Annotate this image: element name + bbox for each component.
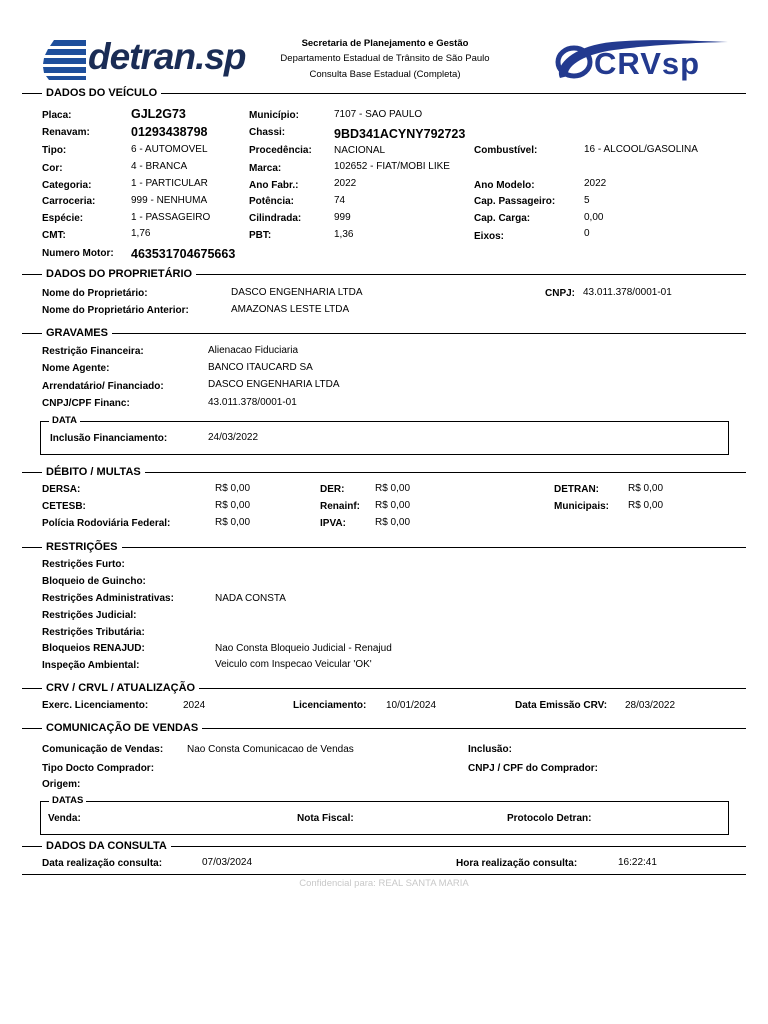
combustivel-label: Combustível:	[474, 145, 538, 156]
bottom-rule	[22, 874, 746, 875]
dersa-label: DERSA:	[42, 484, 81, 495]
section-proprietario	[22, 268, 746, 282]
detran-value: R$ 0,00	[628, 483, 664, 494]
section-title: DÉBITO / MULTAS	[42, 466, 145, 479]
data-consulta-value: 07/03/2024	[202, 857, 253, 868]
exerc-value: 2024	[183, 700, 206, 711]
restricao-value: Alienacao Fiduciaria	[208, 345, 299, 356]
tipo-value: 6 - AUTOMOVEL	[131, 144, 208, 155]
agente-value: BANCO ITAUCARD SA	[208, 362, 313, 373]
anterior-value: AMAZONAS LESTE LTDA	[231, 304, 350, 315]
section-restricoes	[22, 541, 746, 555]
motor-label: Numero Motor:	[42, 248, 114, 259]
proprietario-value: DASCO ENGENHARIA LTDA	[231, 287, 363, 298]
guincho-label: Bloqueio de Guincho:	[42, 576, 146, 587]
anomodelo-label: Ano Modelo:	[474, 180, 535, 191]
cilindrada-value: 999	[334, 212, 351, 223]
chassi-label: Chassi:	[249, 127, 286, 138]
tipo-docto-label: Tipo Docto Comprador:	[42, 763, 155, 774]
renavam-value: 01293438798	[131, 125, 208, 139]
anterior-label: Nome do Proprietário Anterior:	[42, 305, 189, 316]
eixos-value: 0	[584, 228, 590, 239]
nf-label: Nota Fiscal:	[297, 813, 354, 824]
box-title: DATA	[49, 415, 80, 427]
detran-label: DETRAN:	[554, 484, 599, 495]
section-title: GRAVAMES	[42, 327, 112, 340]
capcarga-value: 0,00	[584, 212, 604, 223]
cmt-label: CMT:	[42, 230, 66, 241]
admin-label: Restrições Administrativas:	[42, 593, 174, 604]
datas-box	[40, 795, 729, 835]
confidencial-footer: Confidencial para: REAL SANTA MARIA	[299, 878, 469, 889]
placa-value: GJL2G73	[131, 107, 186, 121]
section-title: CRV / CRVL / ATUALIZAÇÃO	[42, 682, 199, 695]
pbt-value: 1,36	[334, 229, 354, 240]
arrendatario-value: DASCO ENGENHARIA LTDA	[208, 379, 340, 390]
procedencia-value: NACIONAL	[334, 145, 386, 156]
comunicacao-value: Nao Consta Comunicacao de Vendas	[187, 744, 354, 755]
crv-logo-text: CRVsp	[594, 46, 701, 81]
anofab-label: Ano Fabr.:	[249, 180, 299, 191]
pbt-label: PBT:	[249, 230, 272, 241]
arrendatario-label: Arrendatário/ Financiado:	[42, 381, 164, 392]
lic-label: Licenciamento:	[293, 700, 367, 711]
der-value: R$ 0,00	[375, 483, 411, 494]
prf-value: R$ 0,00	[215, 517, 251, 528]
inspecao-label: Inspeção Ambiental:	[42, 660, 140, 671]
der-label: DER:	[320, 484, 345, 495]
emissao-value: 28/03/2022	[625, 700, 676, 711]
restricao-label: Restrição Financeira:	[42, 346, 144, 357]
hora-consulta-value: 16:22:41	[618, 857, 657, 868]
detran-stripes-icon	[40, 38, 90, 82]
emissao-label: Data Emissão CRV:	[515, 700, 608, 711]
categoria-label: Categoria:	[42, 180, 92, 191]
renajud-value: Nao Consta Bloqueio Judicial - Renajud	[215, 643, 392, 654]
renainf-label: Renainf:	[320, 501, 360, 512]
inclusao-label: Inclusão Financiamento:	[50, 433, 168, 444]
potencia-label: Potência:	[249, 196, 295, 207]
ipva-label: IPVA:	[320, 518, 346, 529]
section-title: RESTRIÇÕES	[42, 541, 122, 554]
marca-label: Marca:	[249, 163, 282, 174]
cnpj-financ-value: 43.011.378/0001-01	[208, 397, 297, 408]
agente-label: Nome Agente:	[42, 363, 110, 374]
cnpj-financ-label: CNPJ/CPF Financ:	[42, 398, 130, 409]
eixos-label: Eixos:	[474, 231, 505, 242]
furto-label: Restrições Furto:	[42, 559, 125, 570]
municipio-label: Município:	[249, 110, 299, 121]
renainf-value: R$ 0,00	[375, 500, 411, 511]
section-gravames	[22, 327, 746, 341]
exerc-label: Exerc. Licenciamento:	[42, 700, 149, 711]
tributaria-label: Restrições Tributária:	[42, 627, 145, 638]
procedencia-label: Procedência:	[249, 145, 312, 156]
section-title: DADOS DO VEÍCULO	[42, 87, 161, 100]
vendas-inclusao-label: Inclusão:	[468, 744, 512, 755]
municipais-label: Municipais:	[554, 501, 610, 512]
categoria-value: 1 - PARTICULAR	[131, 178, 208, 189]
cnpj-label: CNPJ:	[545, 288, 576, 299]
cetesb-label: CETESB:	[42, 501, 86, 512]
chassi-value: 9BD341ACYNY792723	[334, 127, 466, 141]
header-line-1: Secretaria de Planejamento e Gestão	[301, 38, 469, 49]
renavam-label: Renavam:	[42, 127, 90, 138]
tipo-label: Tipo:	[42, 145, 67, 156]
cappass-value: 5	[584, 195, 590, 206]
dersa-value: R$ 0,00	[215, 483, 251, 494]
especie-value: 1 - PASSAGEIRO	[131, 212, 211, 223]
inclusao-value: 24/03/2022	[208, 432, 259, 443]
cnpj-value: 43.011.378/0001-01	[583, 287, 672, 298]
renajud-label: Bloqueios RENAJUD:	[42, 643, 145, 654]
cilindrada-label: Cilindrada:	[249, 213, 302, 224]
hora-consulta-label: Hora realização consulta:	[456, 858, 578, 869]
cor-label: Cor:	[42, 163, 63, 174]
judicial-label: Restrições Judicial:	[42, 610, 137, 621]
municipio-value: 7107 - SAO PAULO	[334, 109, 423, 120]
cor-value: 4 - BRANCA	[131, 161, 188, 172]
protocolo-label: Protocolo Detran:	[507, 813, 592, 824]
header-line-2: Departamento Estadual de Trânsito de São Paulo	[280, 53, 490, 64]
detran-logo	[40, 36, 246, 84]
cnpj-comprador-label: CNPJ / CPF do Comprador:	[468, 763, 599, 774]
combustivel-value: 16 - ALCOOL/GASOLINA	[584, 144, 698, 155]
comunicacao-label: Comunicação de Vendas:	[42, 744, 164, 755]
anofab-value: 2022	[334, 178, 357, 189]
placa-label: Placa:	[42, 110, 72, 121]
prf-label: Polícia Rodoviária Federal:	[42, 518, 171, 529]
motor-value: 463531704675663	[131, 247, 236, 261]
detran-logo-text: detran.sp	[88, 36, 246, 77]
capcarga-label: Cap. Carga:	[474, 213, 531, 224]
potencia-value: 74	[334, 195, 346, 206]
box-title: DATAS	[49, 795, 86, 807]
cmt-value: 1,76	[131, 228, 151, 239]
section-title: DADOS DA CONSULTA	[42, 840, 171, 853]
cappass-label: Cap. Passageiro:	[474, 196, 556, 207]
anomodelo-value: 2022	[584, 178, 607, 189]
inspecao-value: Veiculo com Inspecao Veicular 'OK'	[215, 659, 372, 670]
section-vendas	[22, 722, 746, 736]
origem-label: Origem:	[42, 779, 81, 790]
crv-logo	[552, 36, 732, 84]
data-consulta-label: Data realização consulta:	[42, 858, 163, 869]
lic-value: 10/01/2024	[386, 700, 437, 711]
especie-label: Espécie:	[42, 213, 84, 224]
section-consulta	[22, 840, 746, 854]
section-veiculo	[22, 87, 746, 101]
carroceria-value: 999 - NENHUMA	[131, 195, 208, 206]
section-debito	[22, 466, 746, 480]
marca-value: 102652 - FIAT/MOBI LIKE	[334, 161, 450, 172]
section-crv	[22, 682, 746, 696]
carroceria-label: Carroceria:	[42, 196, 96, 207]
ipva-value: R$ 0,00	[375, 517, 411, 528]
proprietario-label: Nome do Proprietário:	[42, 288, 148, 299]
municipais-value: R$ 0,00	[628, 500, 664, 511]
venda-label: Venda:	[48, 813, 81, 824]
section-title: DADOS DO PROPRIETÁRIO	[42, 268, 196, 281]
header-line-3: Consulta Base Estadual (Completa)	[309, 69, 461, 80]
cetesb-value: R$ 0,00	[215, 500, 251, 511]
section-title: COMUNICAÇÃO DE VENDAS	[42, 722, 202, 735]
admin-value: NADA CONSTA	[215, 593, 286, 604]
